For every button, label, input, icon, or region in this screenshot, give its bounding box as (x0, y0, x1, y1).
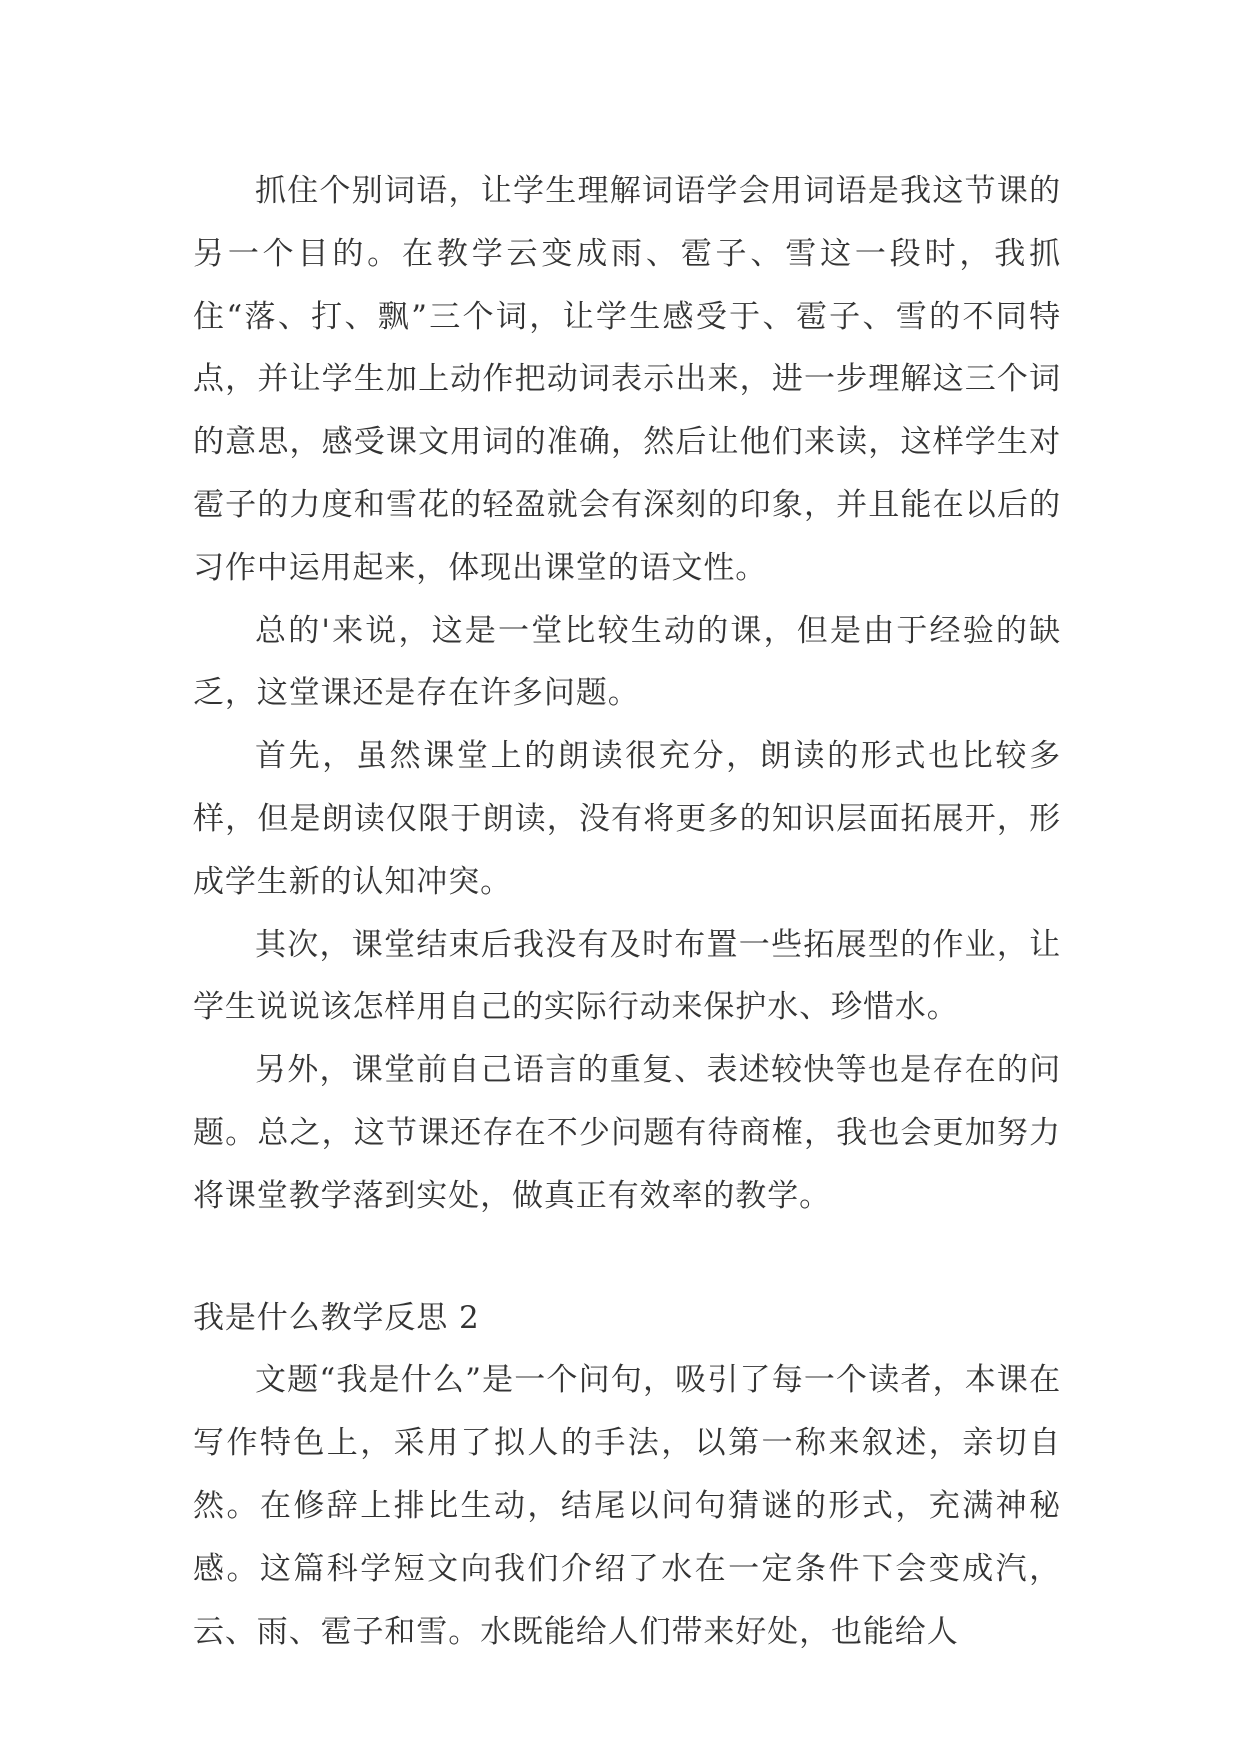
paragraph-4: 其次，课堂结束后我没有及时布置一些拓展型的作业，让学生说说该怎样用自己的实际行动来保护水、珍惜水。 (193, 926, 1061, 1026)
paragraph-6: 文题“我是什么”是一个问句，吸引了每一个读者，本课在写作特色上，采用了拟人的手法，以第一称来叙述，亲切自然。在修辞上排比生动，结尾以问句猜谜的形式，充满神秘感。这篇科学短文向我们介绍了水在一定条件下会变成汽，云、雨、雹子和雪。水既能给人们带来好处，也能给人 (193, 1362, 1061, 1650)
paragraph-2: 总的'来说，这是一堂比较生动的课，但是由于经验的缺乏，这堂课还是存在许多问题。 (193, 612, 1061, 712)
section-title: 我是什么教学反思 2 (193, 1299, 480, 1336)
paragraph-1: 抓住个别词语，让学生理解词语学会用词语是我这节课的另一个目的。在教学云变成雨、雹子、雪这一段时，我抓住“落、打、飘”三个词，让学生感受于、雹子、雪的不同特点，并让学生加上动作把动词表示出来，进一步理解这三个词的意思，感受课文用词的准确，然后让他们来读，这样学生对雹子的力度和雪花的轻盈就会有深刻的印象，并且能在以后的习作中运用起来，体现出课堂的语文性。 (193, 173, 1061, 586)
paragraph-5: 另外，课堂前自己语言的重复、表述较快等也是存在的问题。总之，这节课还存在不少问题有待商榷，我也会更加努力将课堂教学落到实处，做真正有效率的教学。 (193, 1052, 1061, 1214)
paragraph-3: 首先，虽然课堂上的朗读很充分，朗读的形式也比较多样，但是朗读仅限于朗读，没有将更多的知识层面拓展开，形成学生新的认知冲突。 (193, 738, 1061, 900)
document-body (193, 160, 1061, 1663)
